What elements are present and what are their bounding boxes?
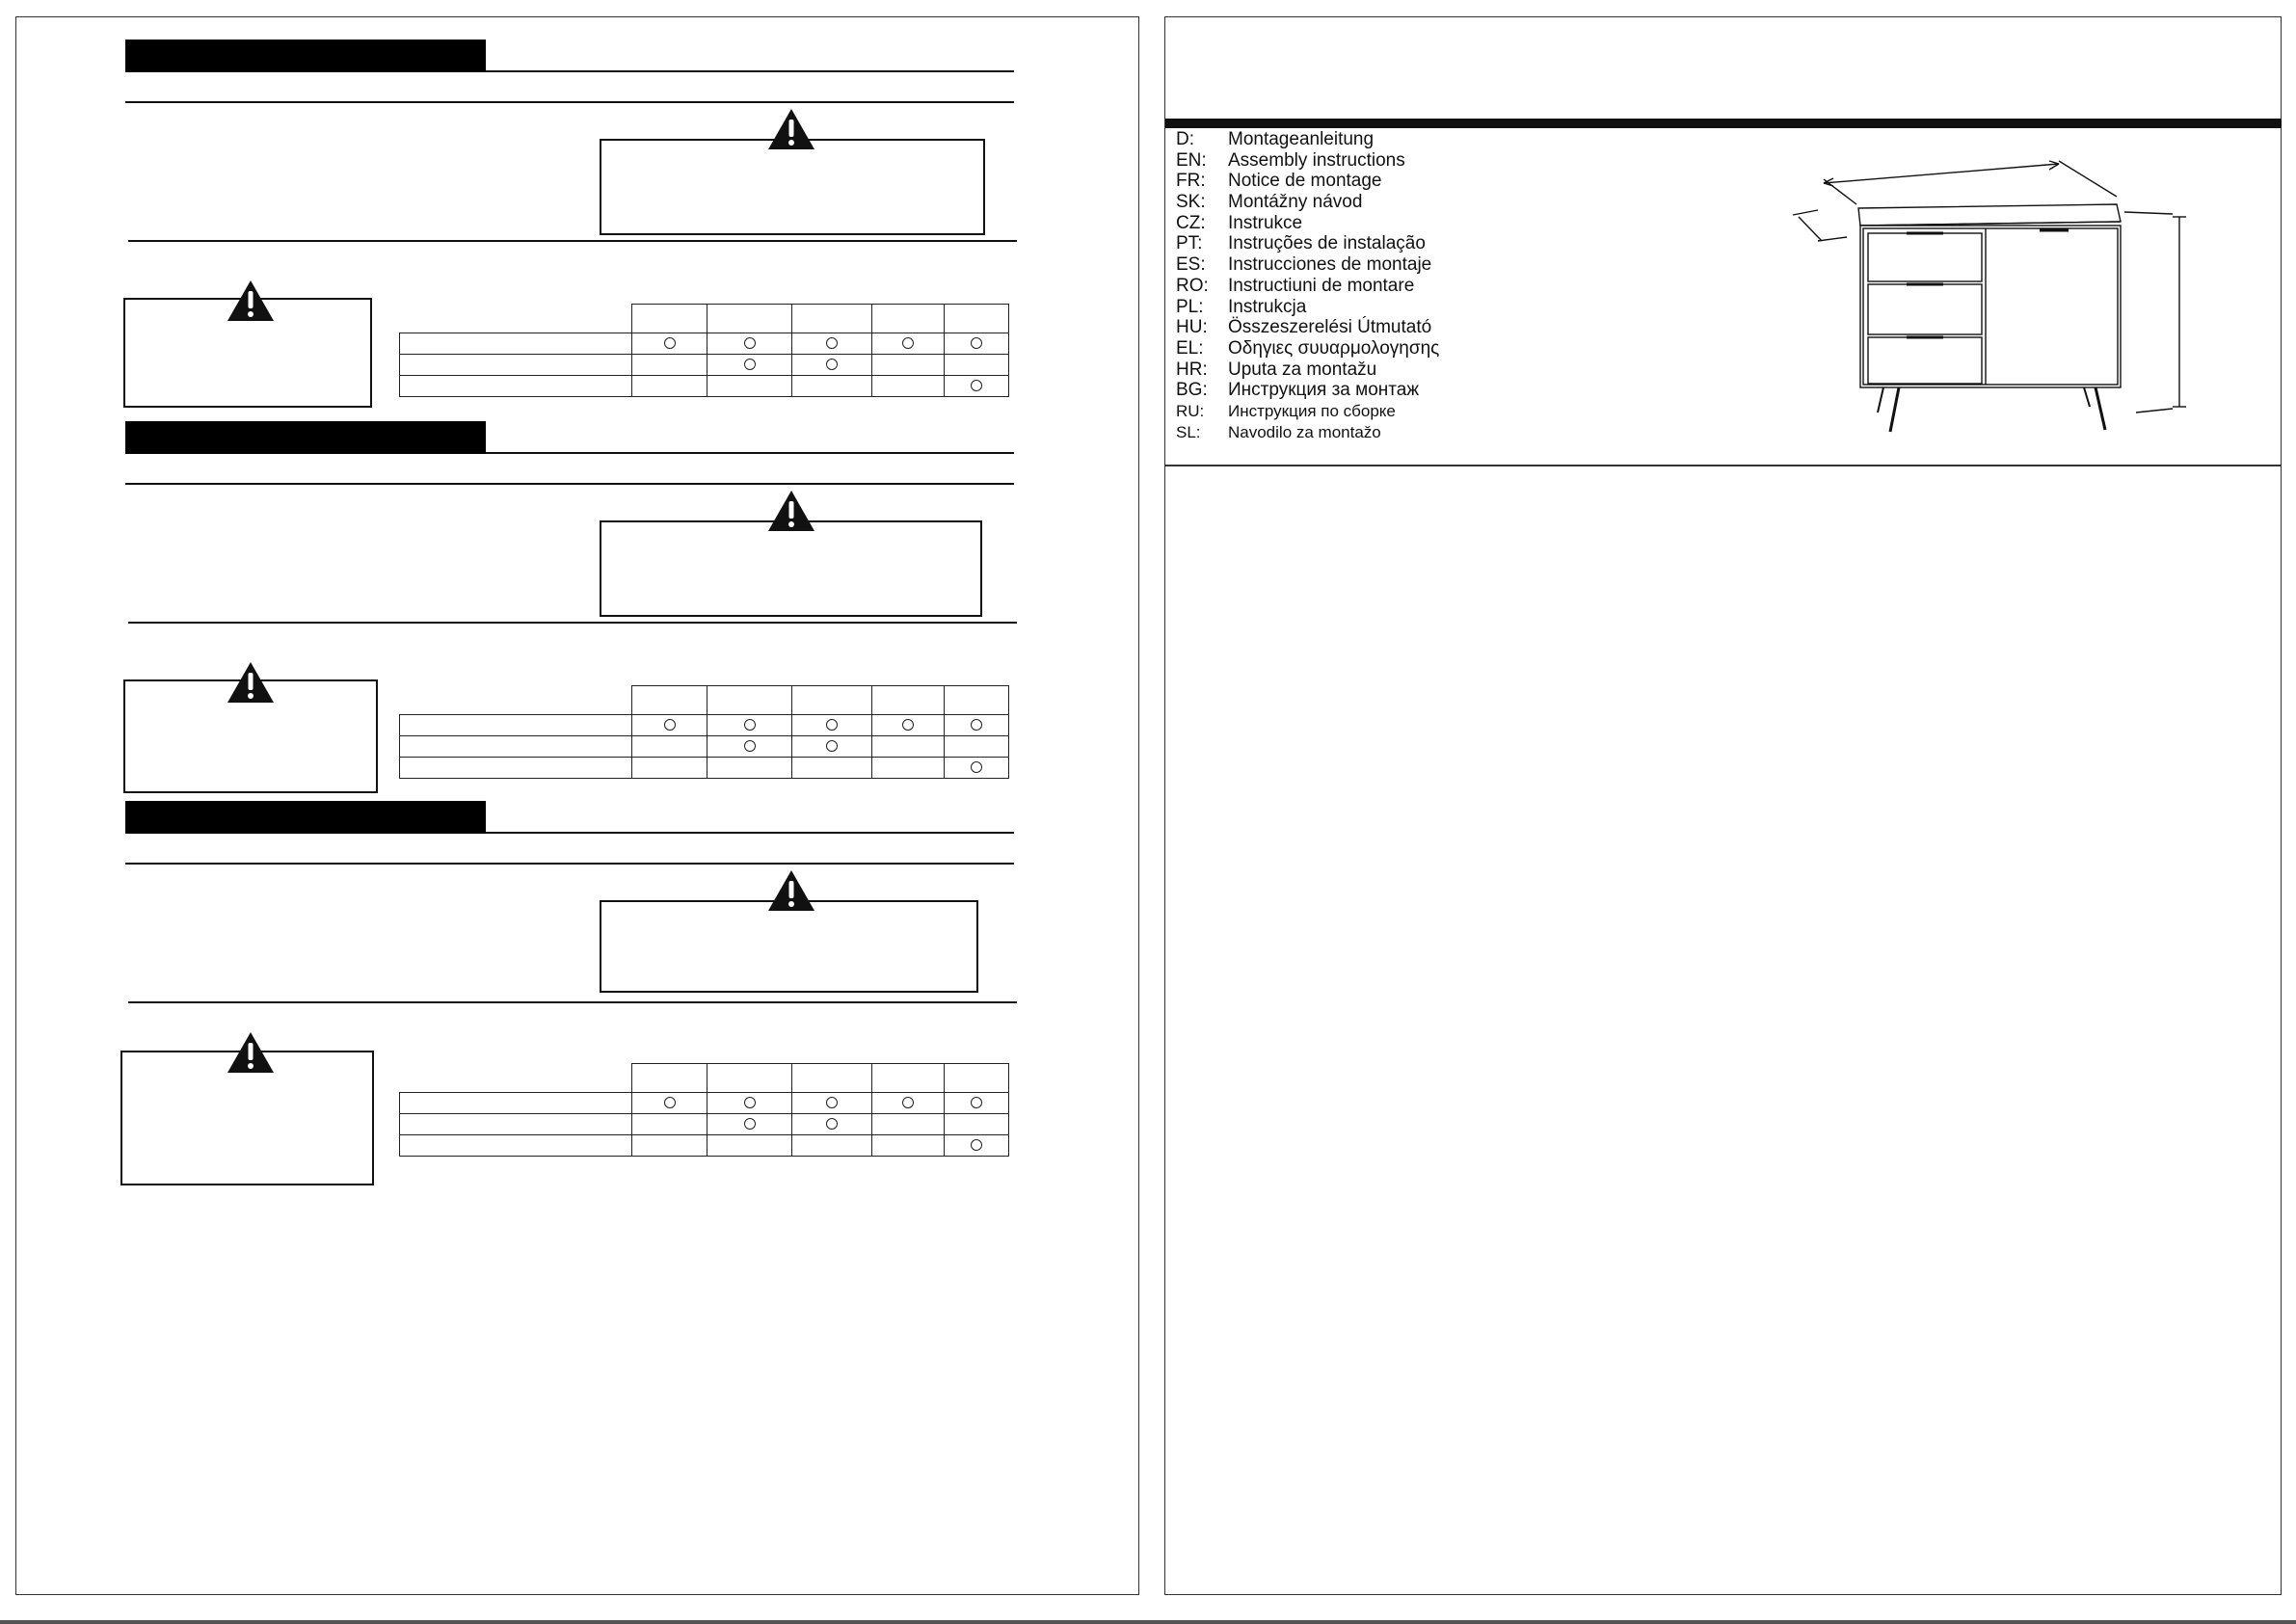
language-row-pl <box>1176 297 1581 318</box>
warning-triangle-icon <box>226 660 276 705</box>
language-code: HR: <box>1176 359 1208 380</box>
language-row-sk <box>1176 192 1581 213</box>
language-code: ES: <box>1176 254 1206 276</box>
matrix-row <box>400 355 1009 376</box>
language-row-hu <box>1176 317 1581 338</box>
section-rule-top <box>125 101 1014 103</box>
circle-mark-icon <box>664 337 676 349</box>
circle-mark-icon <box>902 719 914 731</box>
compatibility-matrix <box>399 685 1009 779</box>
language-name: Instructiuni de montare <box>1228 275 1415 296</box>
language-row-d <box>1176 129 1581 150</box>
language-code: RU: <box>1176 401 1205 420</box>
circle-mark-icon <box>971 719 982 731</box>
circle-mark-icon <box>826 740 838 752</box>
language-name: Instrucciones de montaje <box>1228 254 1432 276</box>
warning-box-large <box>600 139 985 235</box>
circle-mark-icon <box>826 359 838 370</box>
warning-triangle-icon <box>226 1030 276 1075</box>
bottom-edge <box>0 1620 2296 1624</box>
circle-mark-icon <box>826 1097 838 1108</box>
language-name: Montážny návod <box>1228 192 1363 213</box>
circle-mark-icon <box>971 1139 982 1151</box>
title-underline <box>486 832 1014 834</box>
circle-mark-icon <box>744 740 756 752</box>
language-row-en <box>1176 150 1581 172</box>
language-row-bg <box>1176 380 1581 401</box>
warning-box-large <box>600 520 982 617</box>
language-code: PT: <box>1176 233 1203 254</box>
language-name: Инструкция по сборке <box>1228 401 1396 420</box>
cabinet-illustration <box>1789 154 2194 443</box>
language-name: Инструкция за монтаж <box>1228 380 1420 401</box>
matrix-row <box>400 758 1009 779</box>
circle-mark-icon <box>744 1097 756 1108</box>
language-name: Instruções de instalação <box>1228 233 1426 254</box>
circle-mark-icon <box>664 1097 676 1108</box>
section-title-bar <box>125 40 486 72</box>
matrix-row <box>400 376 1009 397</box>
right-page-divider <box>1165 465 2282 466</box>
warning-triangle-icon <box>766 107 816 151</box>
language-name: Instrukcja <box>1228 296 1307 317</box>
language-code: BG: <box>1176 380 1208 401</box>
language-code: FR: <box>1176 171 1206 192</box>
warning-box-large <box>600 900 978 993</box>
warning-triangle-icon <box>766 489 816 533</box>
circle-mark-icon <box>971 761 982 773</box>
section-rule-bottom <box>128 1001 1017 1003</box>
circle-mark-icon <box>744 719 756 731</box>
circle-mark-icon <box>664 719 676 731</box>
instruction-section-3 <box>0 778 1124 1158</box>
circle-mark-icon <box>826 337 838 349</box>
circle-mark-icon <box>826 1118 838 1130</box>
language-name: Notice de montage <box>1228 171 1382 192</box>
language-code: RO: <box>1176 275 1209 296</box>
circle-mark-icon <box>826 719 838 731</box>
language-list <box>1176 129 1581 442</box>
language-row-ru <box>1176 401 1581 422</box>
matrix-row <box>400 333 1009 355</box>
circle-mark-icon <box>971 380 982 391</box>
language-row-ro <box>1176 276 1581 297</box>
language-code: HU: <box>1176 317 1208 338</box>
language-code: EL: <box>1176 337 1204 359</box>
circle-mark-icon <box>902 1097 914 1108</box>
matrix-row <box>400 715 1009 736</box>
circle-mark-icon <box>744 1118 756 1130</box>
circle-mark-icon <box>744 359 756 370</box>
section-title-bar <box>125 801 486 834</box>
matrix-row <box>400 736 1009 758</box>
instruction-section-1 <box>0 16 1124 397</box>
language-row-cz <box>1176 213 1581 234</box>
language-code: D: <box>1176 129 1194 149</box>
circle-mark-icon <box>971 1097 982 1108</box>
language-code: PL: <box>1176 296 1204 317</box>
language-row-pt <box>1176 233 1581 254</box>
instruction-section-2 <box>0 398 1124 779</box>
matrix-row <box>400 1093 1009 1114</box>
section-rule-top <box>125 483 1014 485</box>
language-row-sl <box>1176 422 1581 443</box>
title-underline <box>486 452 1014 454</box>
language-code: CZ: <box>1176 212 1206 233</box>
title-underline <box>486 70 1014 72</box>
language-name: Οδηγιες συυαρμολογησης <box>1228 337 1440 359</box>
language-name: Uputa za montažu <box>1228 359 1377 380</box>
language-row-fr <box>1176 171 1581 192</box>
section-rule-bottom <box>128 622 1017 624</box>
warning-triangle-icon <box>766 868 816 913</box>
language-row-el <box>1176 338 1581 359</box>
language-row-hr <box>1176 359 1581 381</box>
circle-mark-icon <box>744 337 756 349</box>
language-name: Instrukce <box>1228 212 1303 233</box>
language-name: Assembly instructions <box>1228 149 1405 171</box>
circle-mark-icon <box>971 337 982 349</box>
matrix-row <box>400 1114 1009 1135</box>
matrix-row <box>400 1135 1009 1157</box>
compatibility-matrix <box>399 304 1009 397</box>
header-bar <box>1165 119 2282 128</box>
language-code: SL: <box>1176 422 1201 441</box>
language-name: Összeszerelési Útmutató <box>1228 317 1432 338</box>
circle-mark-icon <box>902 337 914 349</box>
compatibility-matrix <box>399 1063 1009 1157</box>
language-name: Montageanleitung <box>1228 129 1375 149</box>
section-title-bar <box>125 421 486 454</box>
language-name: Navodilo za montažo <box>1228 422 1381 441</box>
language-row-es <box>1176 254 1581 276</box>
section-rule-bottom <box>128 240 1017 242</box>
section-rule-top <box>125 863 1014 865</box>
warning-triangle-icon <box>226 279 276 323</box>
language-code: EN: <box>1176 149 1207 171</box>
language-code: SK: <box>1176 192 1206 213</box>
